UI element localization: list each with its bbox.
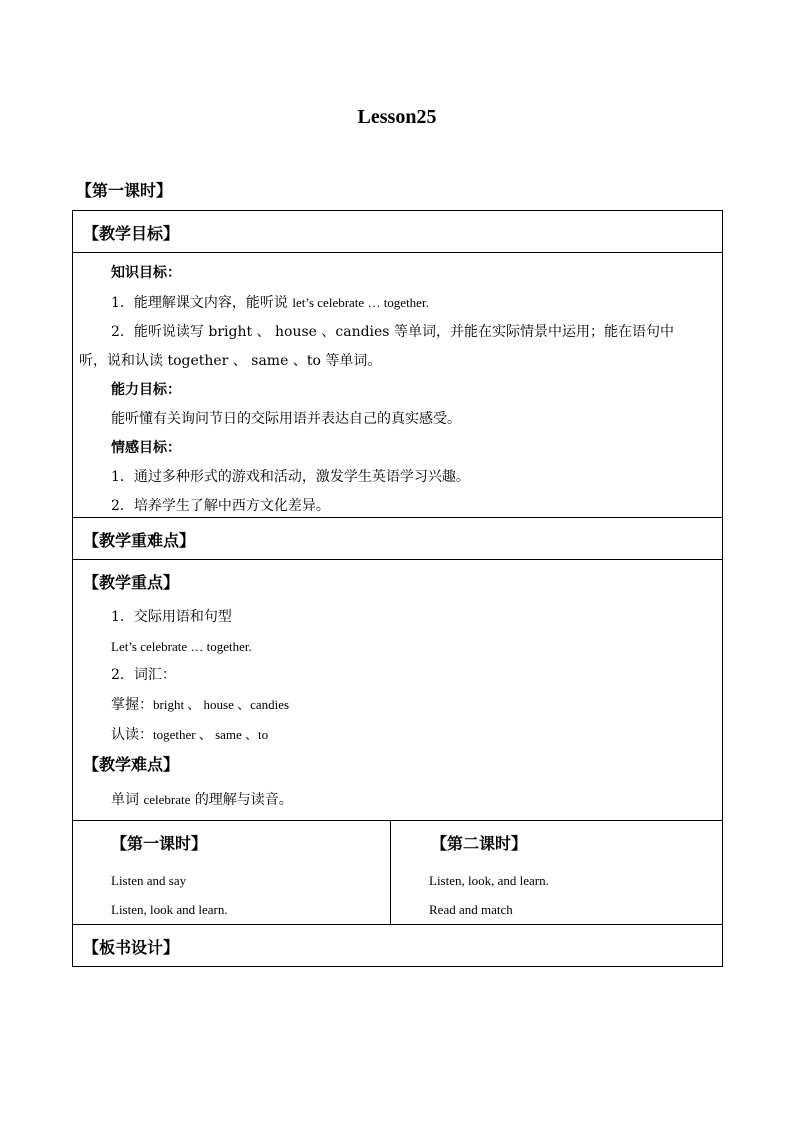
objectives-cell [73,253,723,518]
knowledge-item-1-en: let’s celebrate … together. [292,295,429,310]
read-words-line [73,720,722,750]
second-lesson-cell [391,821,723,925]
board-design-header: 【板书设计】 [73,925,723,967]
read-label: 认读： [111,727,153,743]
knowledge-item-1 [73,288,722,318]
first-lesson-item: Listen and say [111,873,187,888]
knowledge-item-1-text: 1．能理解课文内容，能听说 [111,295,288,311]
difficulty-text [73,785,722,815]
emotion-label: 情感目标： [111,440,181,456]
second-lesson-header: 【第二课时】 [431,834,528,853]
first-lesson-item: Listen, look and learn. [111,902,228,917]
key-point-1: 1．交际用语和句型 [111,609,232,625]
key-difficult-header: 【教学重难点】 [73,518,723,560]
knowledge-label: 知识目标： [111,265,181,281]
emotion-item-2: 2．培养学生了解中西方文化差异。 [111,498,330,514]
knowledge-item-2-line1: 2．能听说读写 bright 、 house 、candies 等单词，并能在实际情景中运用；能在语句中 [111,324,674,340]
master-words: bright 、 house 、candies [153,697,290,712]
difficulty-prefix: 单词 [111,792,139,808]
key-points-cell [73,560,723,821]
key-points-header: 【教学重点】 [83,573,180,592]
section-label: 【第一课时】 [76,181,173,200]
first-lesson-header: 【第一课时】 [111,834,208,853]
ability-text: 能听懂有关询问节日的交际用语并表达自己的真实感受。 [111,411,461,427]
second-lesson-item: Listen, look, and learn. [429,873,549,888]
difficulty-suffix: 的理解与读音。 [194,792,293,808]
difficulty-word: celebrate [143,792,191,807]
ability-label: 能力目标： [111,382,181,398]
page-title: Lesson25 [357,106,437,128]
read-words: together 、 same 、to [153,727,269,742]
key-point-2: 2．词汇： [111,667,176,683]
key-point-1-sentence: Let’s celebrate … together. [111,639,252,654]
second-lesson-item: Read and match [429,902,513,917]
master-label: 掌握： [111,697,153,713]
emotion-item-1: 1．通过多种形式的游戏和活动，激发学生英语学习兴趣。 [111,469,470,485]
first-lesson-cell [73,821,391,925]
master-words-line [73,690,722,720]
difficulty-header: 【教学难点】 [83,755,180,774]
objectives-header: 【教学目标】 [73,211,723,253]
knowledge-item-2-line2: 听，说和认读 together 、 same 、to 等单词。 [79,353,382,369]
lesson-plan-table [72,210,723,967]
